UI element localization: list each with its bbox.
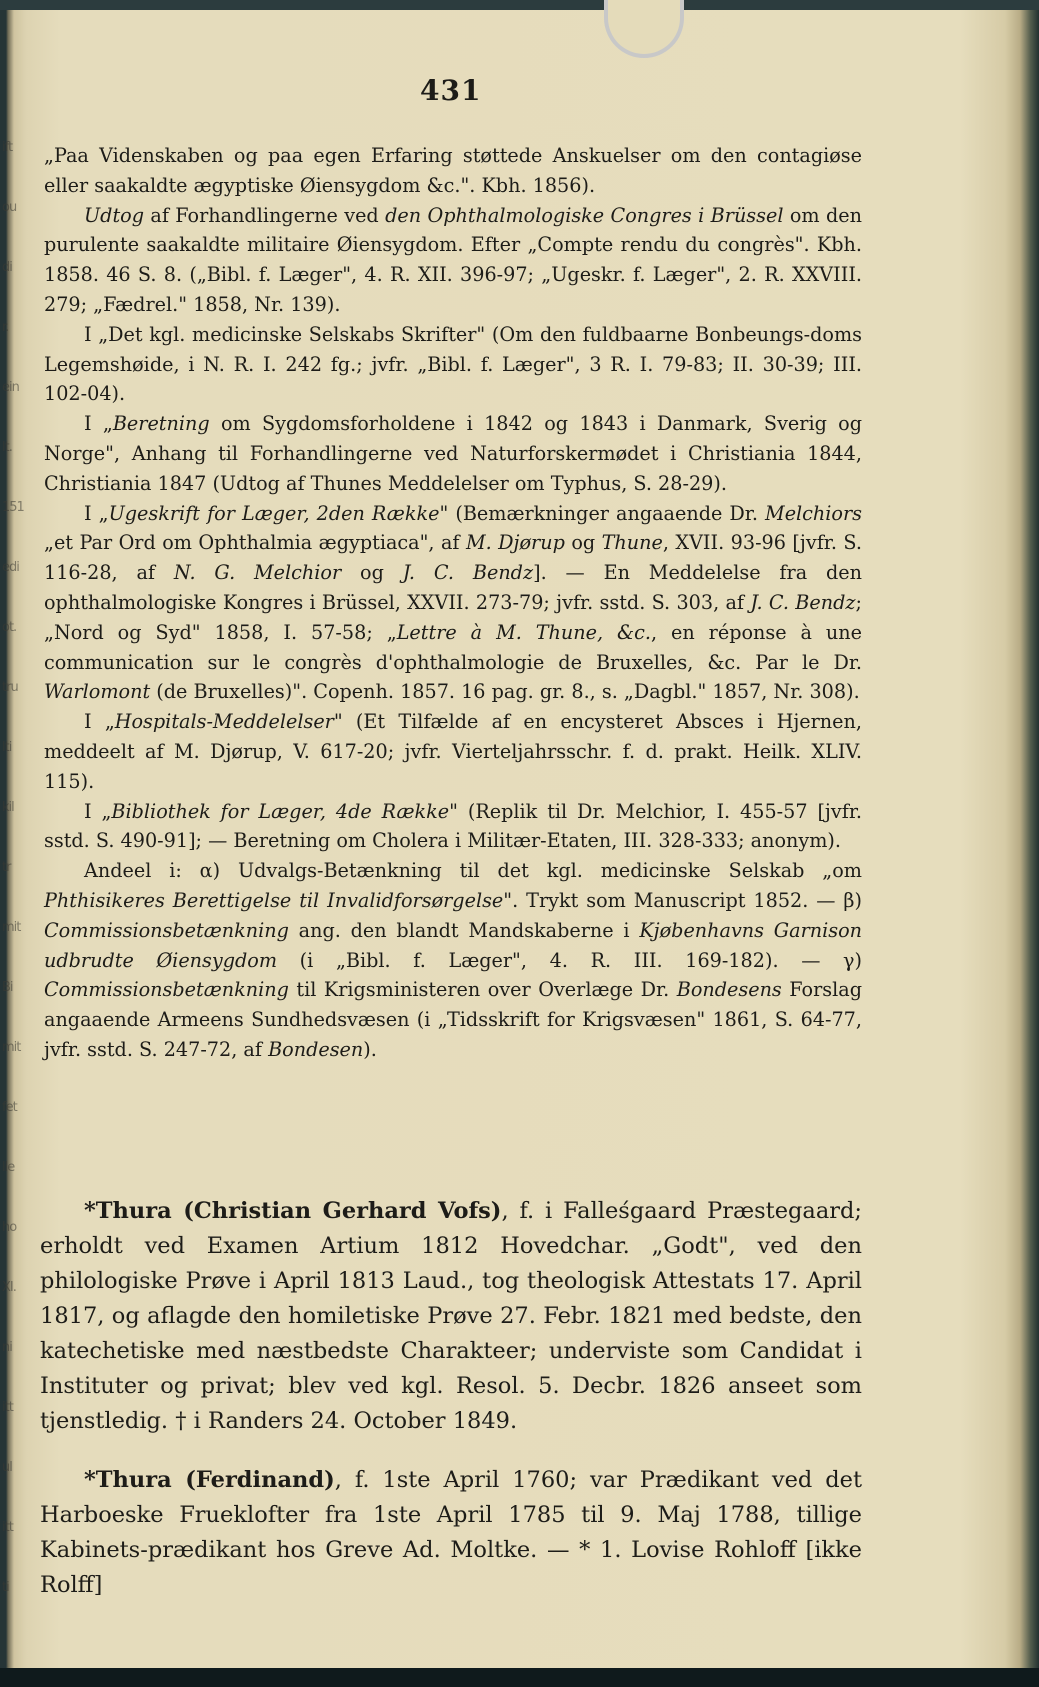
italic-run: den Ophthalmologiske Congres i Brüssel (385, 203, 784, 227)
margin-fragment: ou (2, 200, 17, 215)
margin-fragment: itt (2, 1400, 13, 1415)
italic-run: Thune (601, 531, 663, 555)
paragraph-medical-society (44, 320, 862, 409)
margin-fragment: mit (2, 920, 21, 935)
text-run: " (Et Tilfælde af en encysteret Absces i Hjernen, meddeelt af M. Djørup, V. 617-20; jvfr. Vierteljahrsschr. f. d. prakt. Heilk. XLIV. 115). (44, 710, 862, 793)
margin-fragment: tr (2, 860, 11, 875)
entry-christian-thura (40, 1194, 862, 1439)
italic-run: N. G. Melchior (173, 561, 342, 585)
text-run: „et Par Ord om Ophthalmia ægyptiaca", af (44, 531, 466, 555)
bold-name-run: *Thura (Christian Gerhard Vofs) (84, 1198, 502, 1224)
text-run: Andeel i: α) Udvalgs-Betænkning til det kgl. medicinske Selskab „om (84, 859, 862, 883)
text-run: om Sygdomsforholdene i 1842 og 1843 i Danmark, Sverig og Norge", Anhang til Forhandlingerne ved Naturforskermødet i Christiania 1844, Christiania 1847 (Udtog af Thunes Meddelelser om Typhus, S. 28-29). (44, 412, 862, 495)
text-run: ; „Nord og Syd" 1858, I. 57-58; „ (44, 590, 862, 644)
text-run: og (341, 561, 403, 585)
margin-fragment: fet (2, 1100, 17, 1115)
text-run: ]. — En Meddelelse fra den ophthalmologiske Kongres i Brüssel, XXVII. 273-79; jvfr. sstd. S. 303, af (44, 561, 862, 614)
italic-run: Lettre à M. Thune, &c. (396, 620, 651, 644)
bold-name-run: *Thura (Ferdinand) (84, 1467, 335, 1493)
text-run: " (Bemærkninger angaaende Dr. (439, 501, 766, 525)
text-run: I „ (84, 501, 109, 525)
italic-run: Commissionsbetænkning (44, 918, 289, 942)
italic-run: Bondesens (676, 978, 782, 1002)
page-number: 431 (420, 74, 482, 107)
paragraph-contributions (44, 856, 862, 1065)
text-run: om den purulente saakaldte militaire Øiensygdom. Efter „Compte rendu du congrès". Kbh. 1858. 46 S. 8. („Bibl. f. Læger", 4. R. XII. 396-97; „Ugeskr. f. Læger", 2. R. XXVIII. 279; „Fædrel." 1858, Nr. 139). (44, 203, 862, 316)
text-run: Forslag angaaende Armeens Sundhedsvæsen (i „Tidsskrift for Krigsvæsen" 1861, S. 64-77, jvfr. sstd. S. 247-72, af (44, 978, 862, 1061)
italic-run: Phthisikeres Berettigelse til Invalidforsørgelse (44, 888, 504, 912)
margin-fragment: edi (2, 560, 19, 575)
margin-fragment: ul (2, 1460, 12, 1475)
margin-fragment: tru (2, 680, 18, 695)
text-run: , XVII. 93-96 [jvfr. S. 116-28, af (44, 531, 862, 585)
italic-run: Kjøbenhavns Garnison udbrudte Øiensygdom (44, 918, 862, 972)
margin-fragment: ein (2, 380, 19, 395)
text-run: (i „Bibl. f. Læger", 4. R. III. 169-182). — γ) (277, 948, 862, 972)
italic-run: Ugeskrift for Læger, 2den Række (108, 501, 440, 525)
margin-fragment: lt. (2, 440, 12, 455)
margin-fragment: itt (2, 1520, 13, 1535)
text-run: I „Det kgl. medicinske Selskabs Skrifter" (Om den fuldbaarne Bonbeungs-doms Legemshøide, i N. R. I. 242 fg.; jvfr. „Bibl. f. Læger", 3 R. I. 79-83; II. 30-39; III. 102-04). (44, 322, 862, 406)
text-run: af Forhandlingerne ved (144, 203, 386, 227)
italic-run: Bondesen (268, 1037, 364, 1061)
italic-run: Udtog (84, 203, 144, 227)
margin-fragment: lle (2, 1160, 15, 1175)
text-run: I „ (84, 710, 115, 734)
text-run: , f. 1ste April 1760; var Prædikant ved det Harboeske Frueklofter fra 1ste April 1785 til 9. Maj 1788, tillige Kabinets-prædikant hos Greve Ad. Moltke. — * 1. Lovise Rohloff [ikke Rolff] (40, 1467, 862, 1598)
paragraph-ugeskrift (44, 499, 862, 708)
margin-fragment: mit (2, 1040, 21, 1055)
text-run: , en réponse à une communication sur le congrès d'ophthalmologie de Bruxelles, &c. Par le Dr. (44, 620, 863, 674)
italic-run: Warlomont (44, 680, 151, 704)
text-run: ). (363, 1037, 377, 1061)
entry-text (40, 1463, 862, 1603)
text-run: I „ (84, 412, 113, 436)
text-run: , f. i Falleśgaard Præstegaard; erholdt ved Examen Artium 1812 Hovedchar. „Godt", ved den philologiske Prøve i April 1813 Laud., tog theologisk Attestats 17. April 1817, og aflagde den homiletiske Prøve 27. Febr. 1821 med bedste, den katechetiske med næstbedste Charakteer; underviste som Candidat i Instituter og privat; blev ved kgl. Resol. 5. Decbr. 1826 anseet som tjenstledig. † i Randers 24. October 1849. (40, 1198, 862, 1434)
italic-run: J. C. Bendz (750, 590, 856, 614)
text-run: ang. den blandt Mandskaberne i (288, 918, 640, 942)
italic-run: J. C. Bendz (402, 561, 534, 585)
bibliography-section (44, 141, 862, 1065)
text-run: og (564, 531, 602, 555)
italic-run: M. Djørup (465, 531, 565, 555)
italic-run: Commissionsbetænkning (44, 978, 289, 1002)
paragraph-report-1842 (44, 409, 862, 498)
entry-ferdinand-thura (40, 1463, 862, 1603)
italic-run: Hospitals-Meddelelser (114, 710, 334, 734)
italic-run: Melchiors (765, 501, 862, 525)
margin-fragment: ni (2, 1340, 12, 1355)
margin-fragment: Bi (2, 980, 13, 995)
italic-run: Bibliothek for Læger, 4de Række (111, 799, 450, 823)
margin-fragment: ti (2, 1580, 9, 1595)
margin-fragment: 151 (2, 500, 24, 515)
margin-fragment: lti (2, 740, 12, 755)
paragraph-hospital-notes (44, 707, 862, 796)
italic-run: Beretning (112, 412, 210, 436)
margin-fragment: ift (2, 140, 13, 155)
margin-fragment: ot. (2, 620, 17, 635)
margin-fragment: kil (2, 800, 14, 815)
margin-fragment: XI. (2, 1280, 16, 1295)
margin-fragment: di (2, 260, 12, 275)
text-run: " (Replik til Dr. Melchior, I. 455-57 [jvfr. sstd. S. 490-91]; — Beretning om Cholera i Militær-Etaten, III. 328-333; anonym). (44, 799, 862, 853)
text-run: (de Bruxelles)". Copenh. 1857. 16 pag. gr. 8., s. „Dagbl." 1857, Nr. 308). (150, 680, 860, 704)
margin-fragment: ho (2, 1220, 17, 1235)
paragraph-brussels-congress (44, 201, 862, 320)
text-run: I „ (84, 799, 112, 823)
paragraph-contagion-treatise (44, 141, 862, 201)
margin-fragment: r. (2, 320, 9, 335)
entry-text (40, 1194, 862, 1439)
text-run: til Krigsministeren over Overlæge Dr. (288, 978, 677, 1002)
paragraph-bibliothek (44, 797, 862, 857)
text-run: „Paa Videnskaben og paa egen Erfaring støttede Anskuelser om den contagiøse eller saakaldte ægyptiske Øiensygdom &c.". Kbh. 1856). (44, 144, 862, 197)
text-run: ". Trykt som Manuscript 1852. — β) (503, 888, 862, 912)
